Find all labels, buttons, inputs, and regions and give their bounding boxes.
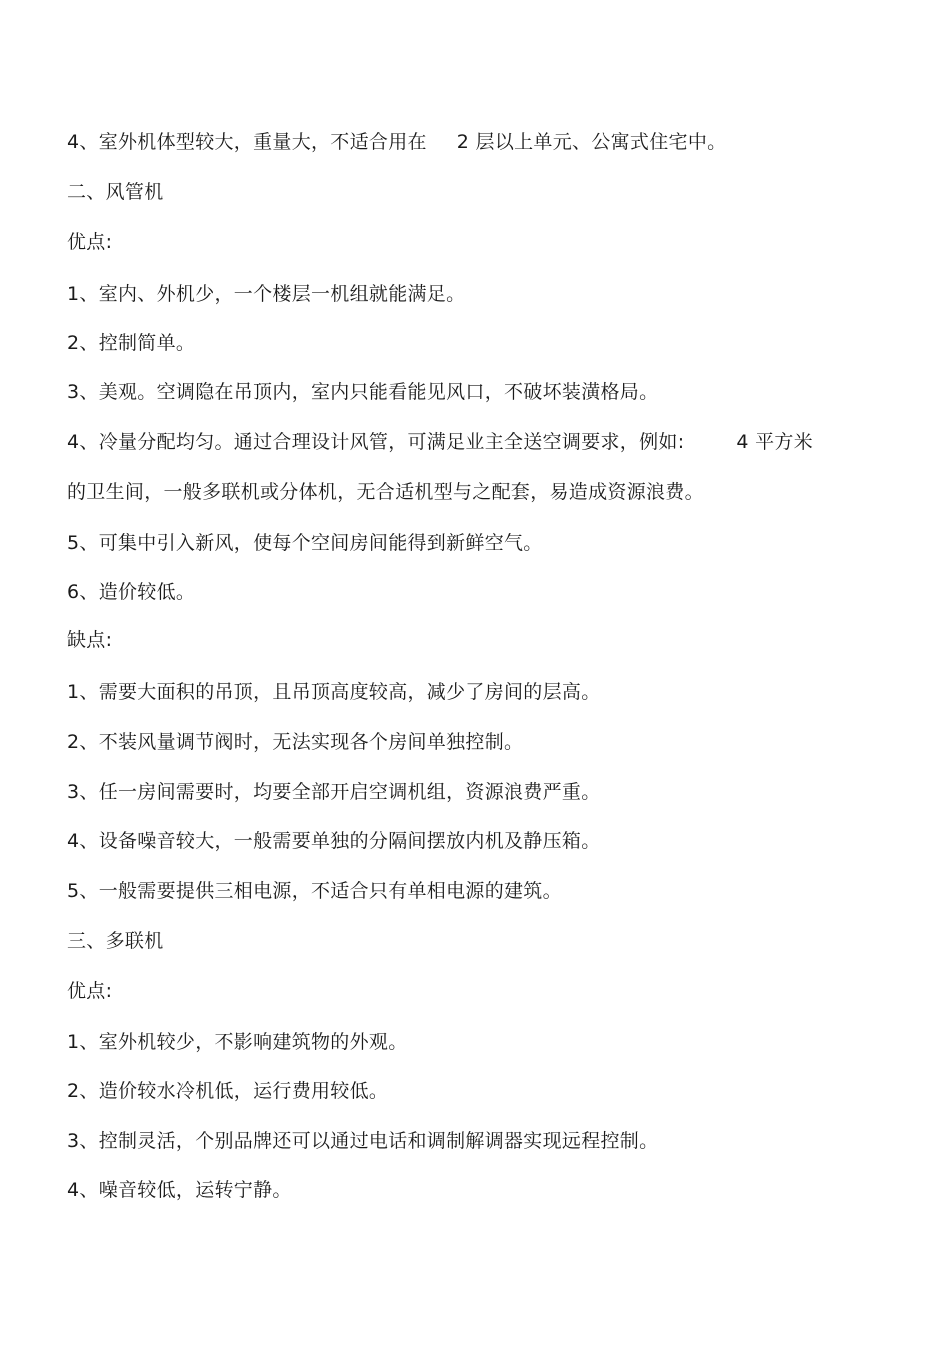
paragraph-line: 1、室内、外机少，一个楼层一机组就能满足。 <box>67 283 466 305</box>
subheading: 缺点: <box>67 629 113 651</box>
paragraph-line: 2、控制简单。 <box>67 332 196 354</box>
paragraph-line: 的卫生间，一般多联机或分体机，无合适机型与之配套，易造成资源浪费。 <box>67 481 704 503</box>
paragraph-line: 5、一般需要提供三相电源，不适合只有单相电源的建筑。 <box>67 880 562 902</box>
paragraph-line: 2、不装风量调节阀时，无法实现各个房间单独控制。 <box>67 731 524 753</box>
text-segment: 4、室外机体型较大，重量大，不适合用在 <box>67 131 427 153</box>
paragraph-line: 3、美观。空调隐在吊顶内，室内只能看能见风口，不破坏装潢格局。 <box>67 381 659 403</box>
paragraph-line: 6、造价较低。 <box>67 581 196 603</box>
section-heading: 三、多联机 <box>67 930 164 952</box>
paragraph-line: 4、噪音较低，运转宁静。 <box>67 1179 292 1201</box>
paragraph-line: 2、造价较水冷机低，运行费用较低。 <box>67 1080 389 1102</box>
paragraph-line: 5、可集中引入新风，使每个空间房间能得到新鲜空气。 <box>67 532 543 554</box>
paragraph-line <box>67 430 813 454</box>
paragraph-line: 3、任一房间需要时，均要全部开启空调机组，资源浪费严重。 <box>67 781 601 803</box>
section-heading: 二、风管机 <box>67 181 164 203</box>
paragraph-line: 1、室外机较少，不影响建筑物的外观。 <box>67 1031 408 1053</box>
subheading: 优点: <box>67 980 113 1002</box>
text-segment: 2 层以上单元、公寓式住宅中。 <box>456 131 727 153</box>
paragraph-line: 3、控制灵活，个别品牌还可以通过电话和调制解调器实现远程控制。 <box>67 1130 659 1152</box>
text-segment: 4 平方米 <box>736 431 814 453</box>
paragraph-line <box>67 130 726 154</box>
text-segment: 4、冷量分配均匀。通过合理设计风管，可满足业主全送空调要求，例如: <box>67 431 685 453</box>
paragraph-line: 4、设备噪音较大，一般需要单独的分隔间摆放内机及静压箱。 <box>67 830 601 852</box>
paragraph-line: 1、需要大面积的吊顶，且吊顶高度较高，减少了房间的层高。 <box>67 681 601 703</box>
subheading: 优点: <box>67 231 113 253</box>
